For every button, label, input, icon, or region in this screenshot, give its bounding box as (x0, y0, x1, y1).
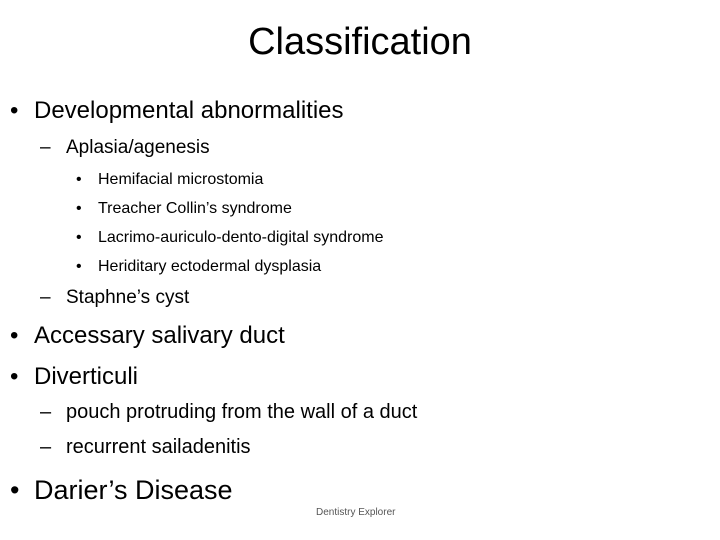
bullet-dash: – (40, 137, 51, 158)
bullet-dash: – (40, 401, 52, 423)
bullet-text: Hemifacial microstomia (98, 171, 264, 188)
footer-label: Dentistry Explorer (316, 507, 396, 518)
bullet-text: pouch protruding from the wall of a duct (66, 401, 418, 423)
bullet-text: Treacher Collin’s syndrome (98, 200, 292, 217)
bullet-text: Heriditary ectodermal dysplasia (98, 258, 322, 275)
bullet-text: Developmental abnormalities (34, 97, 344, 124)
bullet-dot: • (10, 322, 19, 349)
slide-title: Classification (248, 21, 472, 63)
bullet-dot: • (76, 171, 82, 188)
bullet-text: recurrent sailadenitis (66, 436, 251, 458)
bullet-dot: • (76, 200, 82, 217)
bullet-dot: • (10, 363, 19, 390)
bullet-dot: • (10, 475, 20, 505)
bullet-dot: • (10, 97, 19, 124)
bullet-text: Accessary salivary duct (34, 322, 285, 349)
bullet-dash: – (40, 287, 51, 308)
bullet-text: Lacrimo-auriculo-dento-digital syndrome (98, 229, 384, 246)
bullet-text: Staphne’s cyst (66, 287, 190, 308)
bullet-text: Aplasia/agenesis (66, 137, 210, 158)
bullet-dot: • (76, 229, 82, 246)
bullet-text: Darier’s Disease (34, 475, 233, 505)
bullet-dash: – (40, 436, 52, 458)
bullet-text: Diverticuli (34, 363, 139, 390)
bullet-dot: • (76, 258, 82, 275)
